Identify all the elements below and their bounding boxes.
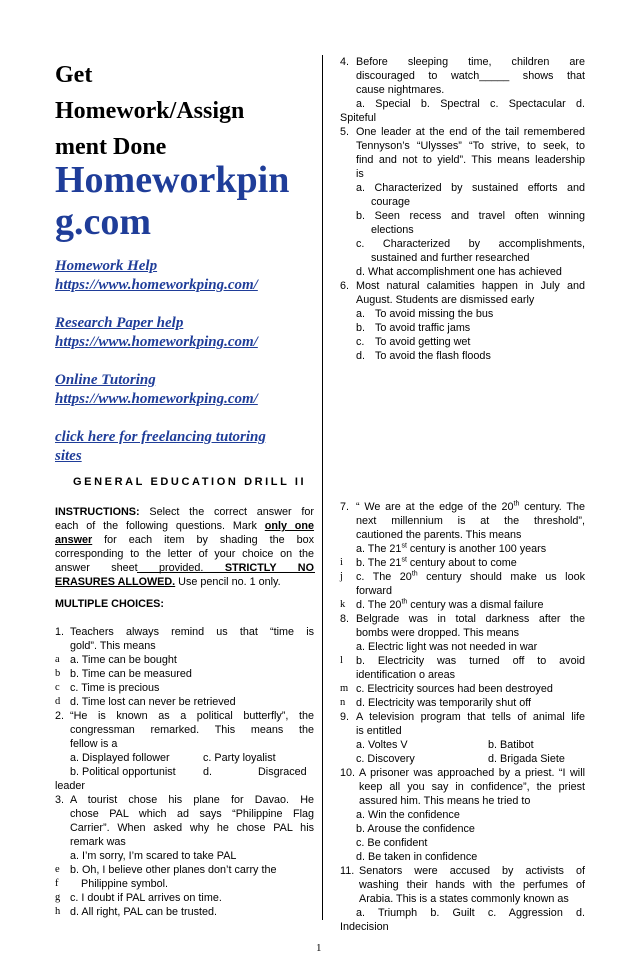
choice-option-wrap[interactable]: elections (371, 224, 414, 236)
question-text: Arabia. This is a states commonly known as (359, 893, 569, 905)
choice-marker: b (55, 668, 61, 679)
choice-option[interactable]: c. Discovery (356, 753, 415, 765)
question-text: keep all you say in confidence”, the priest (359, 781, 585, 793)
question-text: August. Students are dismissed early (356, 294, 535, 306)
choice-option-wrap[interactable]: sustained and further researched (371, 252, 530, 264)
choice-option[interactable]: c. Time is precious (70, 682, 160, 694)
choice-option[interactable]: c. Characterized by accomplishments, (356, 238, 585, 250)
homework-help-url-link[interactable]: https://www.homeworkping.com/ (55, 277, 258, 293)
instructions-line (55, 505, 314, 519)
question-text: find and not to yield”. This means leadership (356, 154, 585, 166)
question-text: bombs were dropped. This means (356, 627, 520, 639)
choice-text-part: c. The 20 (356, 571, 412, 583)
choice-option[interactable]: c. Electricity sources had been destroyed (356, 683, 553, 695)
choice-marker: g (55, 892, 61, 903)
choice-marker: i (340, 557, 343, 568)
question-number: 2. (55, 710, 65, 722)
choice-marker: h (55, 906, 61, 917)
ad-line-2: Homework/Assign (55, 98, 245, 124)
choice-text-part: century is another 100 years (406, 543, 547, 555)
choice-option[interactable]: a. Triumph b. Guilt c. Aggression d. (356, 907, 585, 919)
choice-marker: m (340, 683, 349, 694)
question-text: Senators were accused by activists of (359, 865, 585, 877)
choice-option[interactable]: c. Be confident (356, 837, 428, 849)
superscript: st (401, 556, 407, 564)
multiple-choices-heading: MULTIPLE CHOICES: (55, 598, 164, 610)
research-paper-url-link[interactable]: https://www.homeworkping.com/ (55, 334, 258, 350)
question-text: is entitled (356, 725, 402, 737)
question-text: fellow is a (70, 738, 118, 750)
ad-brand-line-2[interactable]: g.com (55, 201, 152, 243)
question-text: remark was (70, 836, 126, 848)
superscript: th (513, 500, 520, 508)
instructions-text: each of the following questions. Mark (55, 520, 265, 532)
question-text: is (356, 168, 364, 180)
choice-option[interactable]: b. Seen recess and travel often winning (356, 210, 585, 222)
choice-letter: b. (356, 322, 366, 334)
question-text: A television program that tells of animal life (356, 711, 585, 723)
choice-option[interactable] (356, 570, 585, 584)
question-text-part: “ We are at the edge of the 20 (356, 501, 514, 513)
instructions-text: Select the correct answer for (139, 506, 314, 518)
ad-line-1: Get (55, 62, 93, 88)
choice-marker: d (55, 696, 61, 707)
choice-option[interactable]: Indecision (340, 921, 389, 933)
freelancing-link-sites[interactable]: sites (55, 448, 82, 464)
question-text: chose PAL which ad says “Philippine Flag (70, 808, 314, 820)
choice-option[interactable]: To avoid missing the bus (375, 308, 494, 320)
instructions-label: INSTRUCTIONS: (55, 506, 140, 518)
question-number: 10. (340, 767, 356, 779)
instructions-text: Use pencil no. 1 only. (175, 576, 281, 588)
online-tutoring-url-link[interactable]: https://www.homeworkping.com/ (55, 391, 258, 407)
choice-option-wrap[interactable]: courage (371, 196, 411, 208)
choice-option-wrap[interactable]: identification o areas (356, 669, 456, 681)
choice-option[interactable]: a. Electric light was not needed in war (356, 641, 538, 653)
choice-option[interactable]: To avoid the flash floods (375, 350, 491, 362)
question-text: cause nightmares. (356, 84, 445, 96)
choice-marker: e (55, 864, 60, 875)
choice-option[interactable]: Disgraced (258, 766, 307, 778)
choice-option[interactable]: To avoid traffic jams (375, 322, 471, 334)
choice-option[interactable]: a. Win the confidence (356, 809, 460, 821)
choice-option[interactable]: d. Time lost can never be retrieved (70, 696, 236, 708)
question-text: Teachers always remind us that “time is (70, 626, 314, 638)
instructions-text: answer sheet provided. (55, 562, 225, 574)
choice-letter: c. (356, 336, 365, 348)
choice-marker: n (340, 697, 346, 708)
choice-option-wrap[interactable]: forward (356, 585, 393, 597)
choice-option[interactable]: b. Time can be measured (70, 668, 192, 680)
question-number: 3. (55, 794, 65, 806)
instructions-emphasis: only one (264, 520, 315, 532)
question-number: 6. (340, 280, 350, 292)
choice-letter: a. (356, 308, 366, 320)
question-text: Before sleeping time, children are (356, 56, 585, 68)
question-text: Belgrade was in total darkness after the (356, 613, 585, 625)
superscript: th (411, 570, 418, 578)
choice-marker: j (340, 571, 343, 582)
ad-brand-line-1[interactable]: Homeworkpin (55, 159, 290, 201)
choice-option[interactable]: b. Batibot (488, 739, 534, 751)
choice-text-part: century was a dismal failure (407, 599, 544, 611)
choice-text-part: d. The 20 (356, 599, 402, 611)
choice-marker: f (55, 878, 59, 889)
choice-option[interactable]: d. All right, PAL can be trusted. (70, 906, 218, 918)
choice-option[interactable]: a. Displayed follower (70, 752, 170, 764)
superscript: th (401, 598, 408, 606)
choice-option[interactable]: b. Political opportunist (70, 766, 176, 778)
choice-option[interactable]: Spiteful (340, 112, 377, 124)
ad-line-3: ment Done (55, 134, 167, 160)
choice-option[interactable]: b. Oh, I believe other planes don’t carry the (70, 864, 277, 876)
question-text: gold”. This means (70, 640, 156, 652)
choice-option[interactable]: a. Special b. Spectral c. Spectacular d. (356, 98, 585, 110)
choice-option[interactable] (356, 542, 546, 556)
choice-text-part: century about to come (406, 557, 517, 569)
question-text: “He is known as a political butterfly”, the (70, 710, 314, 722)
choice-marker: a (55, 654, 60, 665)
choice-marker: l (340, 655, 343, 666)
instructions-emphasis: ERASURES ALLOWED. (55, 576, 176, 588)
question-number: 7. (340, 501, 350, 513)
instructions-line (55, 533, 314, 547)
choice-option[interactable]: c. Party loyalist (203, 752, 276, 764)
choice-option[interactable]: d. Electricity was temporarily shut off (356, 697, 532, 709)
question-text: Tennyson’s “Ulysses” “To strive, to seek, to (356, 140, 585, 152)
research-paper-link[interactable]: Research Paper help (55, 315, 184, 331)
choice-text-part: a. The 21 (356, 543, 402, 555)
drill-title: GENERAL EDUCATION DRILL II (73, 476, 307, 488)
choice-marker: c (55, 682, 60, 693)
underline-rule (137, 572, 315, 573)
question-number: 5. (340, 126, 350, 138)
choice-option[interactable]: leader (55, 780, 86, 792)
choice-option[interactable]: d. Be taken in confidence (356, 851, 478, 863)
choice-option[interactable]: a. I’m sorry, I’m scared to take PAL (70, 850, 237, 862)
question-text: A prisoner was approached by a priest. “I will (359, 767, 585, 779)
question-number: 9. (340, 711, 350, 723)
choice-option[interactable] (356, 598, 544, 612)
freelancing-link[interactable]: click here for freelancing tutoring (55, 429, 266, 445)
choice-option[interactable]: b. Electricity was turned off to avoid (356, 655, 585, 667)
question-text: Most natural calamities happen in July and (356, 280, 585, 292)
instructions-text: for each item by shading the box (92, 534, 314, 546)
question-text: congressman remarked. This means the (70, 724, 314, 736)
choice-option[interactable]: c. I doubt if PAL arrives on time. (70, 892, 222, 904)
choice-letter: d. (356, 350, 366, 362)
online-tutoring-link[interactable]: Online Tutoring (55, 372, 156, 388)
superscript: st (401, 542, 407, 550)
question-text: assured him. This means he tried to (359, 795, 531, 807)
question-number: 1. (55, 626, 65, 638)
question-text: washing their hands with the perfumes of (359, 879, 585, 891)
instructions-emphasis: answer (55, 534, 93, 546)
choice-text-part: century should make us look (417, 571, 585, 583)
choice-option[interactable]: a. Time can be bought (70, 654, 177, 666)
choice-option[interactable]: a. Voltes V (356, 739, 408, 751)
choice-option[interactable]: d. (203, 766, 213, 778)
question-text: discouraged to watch_____ shows that (356, 70, 585, 82)
question-number: 4. (340, 56, 350, 68)
page-number: 1 (316, 942, 322, 954)
instructions-emphasis: STRICTLY NO (224, 562, 314, 574)
question-text: A tourist chose his plane for Davao. He (70, 794, 314, 806)
choice-option[interactable]: d. What accomplishment one has achieved (356, 266, 562, 278)
instructions-line (55, 519, 314, 533)
choice-marker: k (340, 599, 346, 610)
choice-option[interactable] (356, 556, 517, 570)
column-divider (322, 55, 323, 920)
choice-option[interactable]: To avoid getting wet (375, 336, 471, 348)
choice-option[interactable]: Philippine symbol. (81, 878, 169, 890)
choice-option[interactable]: d. Brigada Siete (488, 753, 565, 765)
question-text: One leader at the end of the tail remembered (356, 126, 585, 138)
question-text-part: century. The (519, 501, 585, 513)
question-number: 11. (340, 865, 355, 877)
question-text: next millennium is at the threshold”, (356, 515, 585, 527)
homework-help-link[interactable]: Homework Help (55, 258, 158, 274)
instructions-line (55, 575, 281, 589)
choice-option[interactable]: b. Arouse the confidence (356, 823, 475, 835)
choice-option[interactable]: a. Characterized by sustained efforts and (356, 182, 585, 194)
choice-text-part: b. The 21 (356, 557, 402, 569)
question-number: 8. (340, 613, 350, 625)
question-text (356, 500, 585, 514)
instructions-line: corresponding to the letter of your choice on the (55, 548, 314, 560)
question-text: cautioned the parents. This means (356, 529, 522, 541)
question-text: Carrier”. When asked why he chose PAL his (70, 822, 314, 834)
